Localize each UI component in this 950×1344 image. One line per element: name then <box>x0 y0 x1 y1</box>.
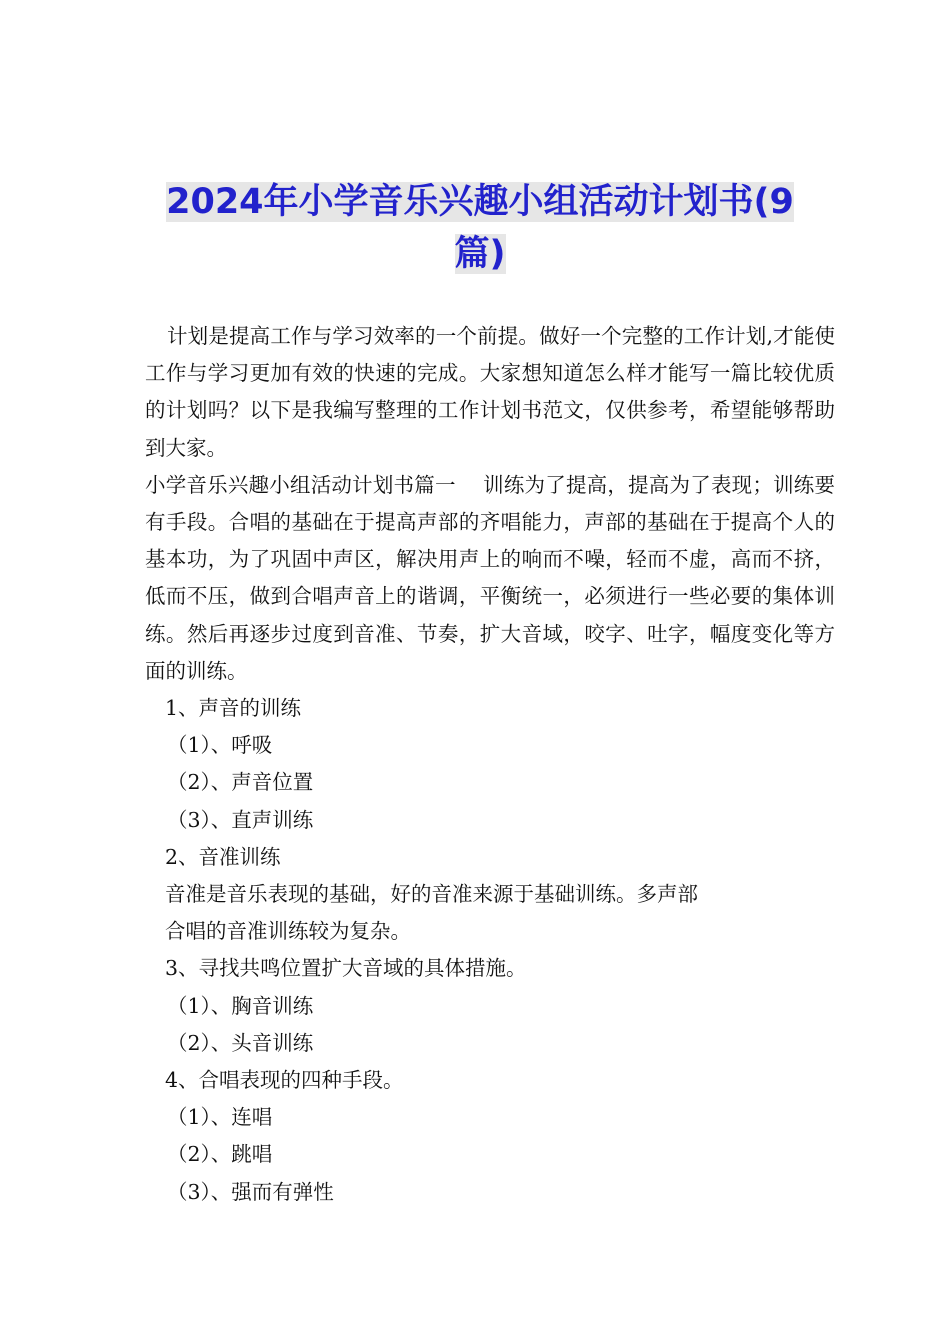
document-body <box>145 318 835 1211</box>
list-subitem-1-2: （2）、声音位置 <box>167 770 314 795</box>
list-item-2: 2、音准训练 <box>165 844 281 869</box>
list-subitem-1-3: （3）、直声训练 <box>167 807 314 832</box>
title-line-1: 2024年小学音乐兴趣小组活动计划书(9 <box>166 182 794 222</box>
list-item-3: 3、寻找共鸣位置扩大音域的具体措施。 <box>165 956 527 981</box>
list-subitem-4-3: （3）、强而有弹性 <box>167 1179 334 1204</box>
list-item-2-text-line-2: 合唱的音准训练较为复杂。 <box>165 919 411 944</box>
list-subitem-4-1: （1）、连唱 <box>167 1105 273 1130</box>
list-subitem-3-1: （1）、胸音训练 <box>167 993 314 1018</box>
list-subitem-1-1: （1）、呼吸 <box>167 733 273 758</box>
intro-paragraph: 计划是提高工作与学习效率的一个前提。做好一个完整的工作计划,才能使工作与学习更加有效的快速的完成。大家想知道怎么样才能写一篇比较优质的计划吗？以下是我编写整理的工作计划书范文，仅供参考，希望能够帮助到大家。 <box>145 324 835 460</box>
document-title <box>140 176 820 280</box>
title-line-2: 篇) <box>454 234 506 274</box>
list-subitem-4-2: （2）、跳唱 <box>167 1142 273 1167</box>
list-subitem-3-2: （2）、头音训练 <box>167 1030 314 1055</box>
list-item-2-text-line-1: 音准是音乐表现的基础，好的音准来源于基础训练。多声部 <box>165 882 698 907</box>
list-item-1: 1、声音的训练 <box>165 696 302 721</box>
list-item-4: 4、合唱表现的四种手段。 <box>165 1068 404 1093</box>
section-paragraph: 小学音乐兴趣小组活动计划书篇一 训练为了提高，提高为了表现；训练要有手段。合唱的基础在于提高声部的齐唱能力，声部的基础在于提高个人的基本功，为了巩固中声区，解决用声上的响而不噪，轻而不虚，高而不挤，低而不压，做到合唱声音上的谐调，平衡统一，必须进行一些必要的集体训练。然后再逐步过度到音准、节奏，扩大音域，咬字、吐字，幅度变化等方面的训练。 <box>145 472 835 683</box>
